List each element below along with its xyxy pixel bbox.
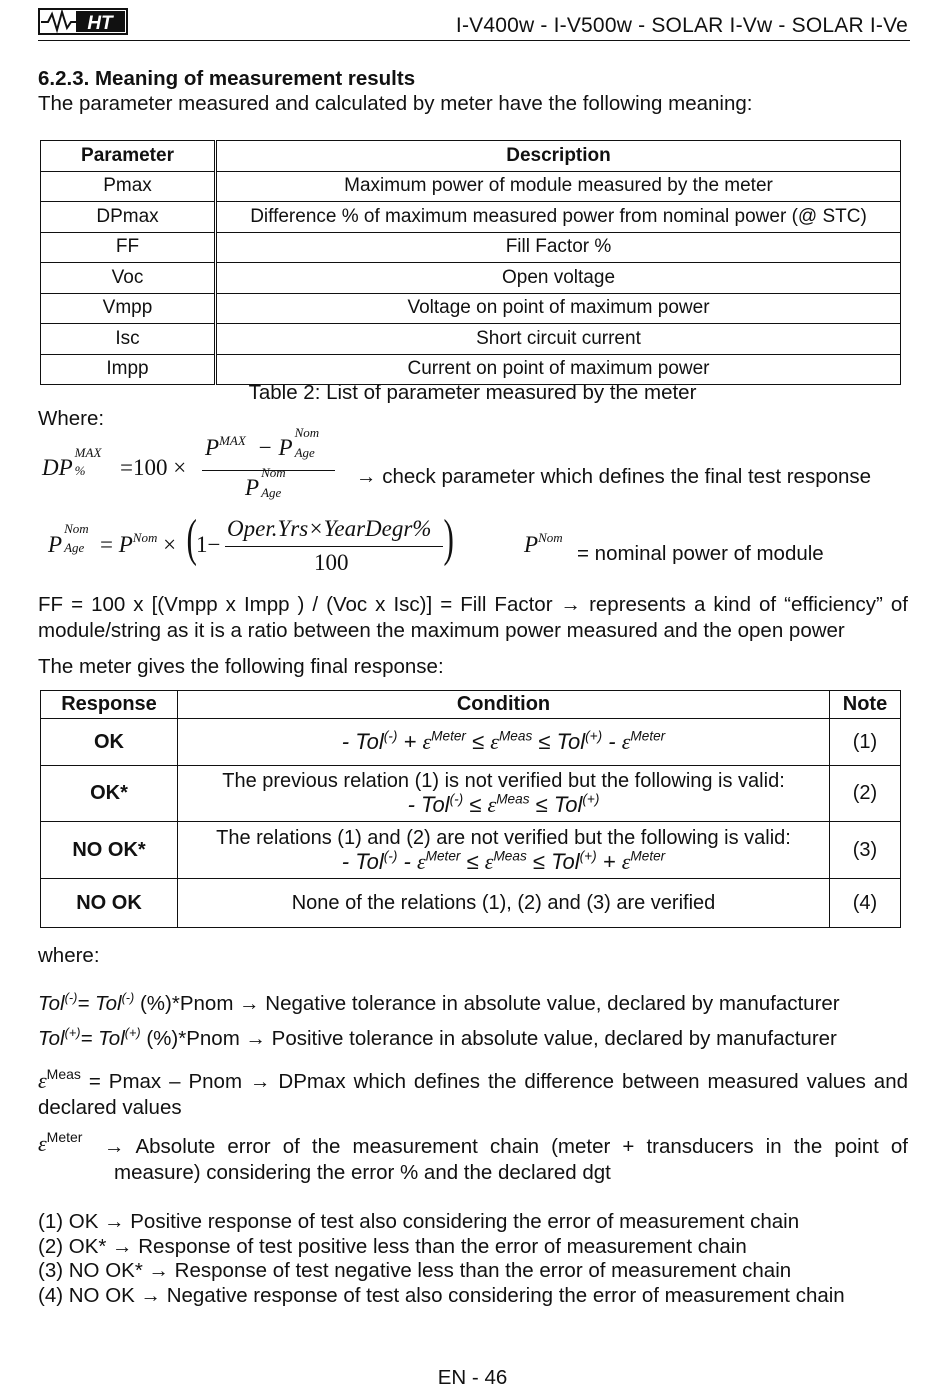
right-paren: ) [443,510,454,567]
description-cell: Voltage on point of maximum power [216,293,901,324]
condition-text: The relations (1) and (2) are not verified but the following is valid: [216,826,791,849]
table-header-row [41,141,901,172]
tol-pos-definition [38,1027,837,1051]
condition-cell [178,822,830,879]
where-label-2: where: [38,944,100,967]
response-notes-list [38,1210,845,1308]
note-cell: (3) [830,822,901,879]
condition-cell [178,766,830,822]
table-row [41,822,901,879]
section-heading: 6.2.3. Meaning of measurement results [38,67,416,90]
description-cell: Short circuit current [216,324,901,355]
description-cell: Maximum power of module measured by the meter [216,171,901,202]
oper-denominator: 100 [314,550,349,575]
column-header-note: Note [830,691,901,719]
table-row [41,232,901,263]
dp-note: → check parameter which defines the final test response [356,465,872,488]
parameter-table [40,140,901,385]
header-title: I-V400w - I-V500w - SOLAR I-Vw - SOLAR I-Ve [455,14,908,37]
response-cell: OK [41,719,178,766]
table-row [41,354,901,385]
param-cell: FF [41,232,216,263]
oper-fraction-line [225,546,443,547]
note-cell: (4) [830,879,901,928]
table-row [41,324,901,355]
table-caption: Table 2: List of parameter measured by the meter [248,381,697,404]
description-cell: Open voltage [216,263,901,294]
pnom-symbol: $P^{Nom}$ [524,530,563,557]
pnom-note: = nominal power of module [577,542,824,565]
column-header-parameter: Parameter [41,141,216,172]
emeas-definition [38,1068,908,1121]
list-item: (2) OK* → Response of test positive less than the error of measurement chain [38,1234,747,1258]
dp-denominator: P Nom Age [245,465,286,500]
tol-pos-symbol: Tol(+)= Tol(+) [38,1025,141,1050]
param-cell: Pmax [41,171,216,202]
table-row [41,719,901,766]
tol-pos-text: (%)*Pnom → Positive tolerance in absolute value, declared by manufacturer [146,1027,837,1050]
column-header-description: Description [216,141,901,172]
header-rule [38,40,910,41]
column-header-condition: Condition [178,691,830,719]
pnomage-lhs: P Nom Age [48,521,89,557]
logo-text: HT [87,13,113,34]
note-cell: (1) [830,719,901,766]
page-number: EN - 46 [437,1366,508,1389]
table-row [41,171,901,202]
condition-cell: None of the relations (1), (2) and (3) are verified [178,879,830,928]
tol-neg-text: (%)*Pnom → Negative tolerance in absolute value, declared by manufacturer [139,992,840,1015]
list-item: (4) NO OK → Negative response of test also considering the error of measurement chain [38,1283,845,1307]
where-label: Where: [38,407,105,430]
response-cell: OK* [41,766,178,822]
param-cell: Impp [41,354,216,385]
table-row [41,766,901,822]
dp-numerator: $P^{MAX} - P$ Nom Age [205,425,320,460]
relation-2: - $Tol^{(-)} \le \varepsilon^{Meas} \le Tol^{(+)}$ [407,791,600,817]
condition-cell [178,719,830,766]
column-header-response: Response [41,691,178,719]
pnomage-equals: = $P^{Nom}$ × [100,530,177,557]
description-cell: Difference % of maximum measured power from nominal power (@ STC) [216,202,901,233]
param-cell: Vmpp [41,293,216,324]
relation-3: - $Tol^{(-)} - \varepsilon^{Meter} \le \varepsilon^{Meas} \le Tol^{(+)} + \varepsilon^{Meter}$ [341,848,666,874]
table-row [41,293,901,324]
param-cell: Isc [41,324,216,355]
list-item: (1) OK → Positive response of test also considering the error of measurement chain [38,1210,800,1233]
response-cell: NO OK* [41,822,178,879]
left-paren: ( [186,510,197,567]
table-row [41,879,901,928]
emeter-text: → Absolute error of the measurement chain (meter + transducers in the point of measure) considering the error % and the declared dgt [104,1135,908,1184]
note-cell: (2) [830,766,901,822]
emeas-text: = Pmax – Pnom → DPmax which defines the difference between measured values and declared values [38,1070,908,1119]
dp-lhs: DP MAX % [42,445,102,480]
table-row [41,263,901,294]
list-item: (3) NO OK* → Response of test negative less than the error of measurement chain [38,1259,792,1282]
emeter-symbol: $\varepsilon^{Meter}$ [38,1129,83,1156]
dp-equals: =100 × [120,455,187,480]
tol-neg-definition [38,992,840,1016]
response-table [40,690,901,928]
param-cell: DPmax [41,202,216,233]
ht-logo [38,6,128,36]
ff-definition: FF = 100 x [(Vmpp x Impp ) / (Voc x Isc)] = Fill Factor → represents a kind of “efficiency” of module/string as it is a ratio between the maximum power measured and the open power [38,593,908,642]
emeas-symbol: $\varepsilon^{Meas}$ [38,1066,81,1093]
response-cell: NO OK [41,879,178,928]
description-cell: Fill Factor % [216,232,901,263]
relation-1: - $Tol^{(-)} + \varepsilon^{Meter} \le \varepsilon^{Meas} \le Tol^{(+)} - \varepsilon^{Meter}$ [341,728,666,754]
table-header-row [41,691,901,719]
condition-text: The previous relation (1) is not verified but the following is valid: [222,770,785,792]
table-row [41,202,901,233]
one-minus: 1− [196,532,221,557]
tol-neg-symbol: Tol(-)= Tol(-) [38,990,135,1015]
intro-text: The parameter measured and calculated by meter have the following meaning: [38,92,753,115]
param-cell: Voc [41,263,216,294]
final-response-intro: The meter gives the following final response: [38,655,444,678]
description-cell: Current on point of maximum power [216,354,901,385]
oper-numerator: Oper.Yrs×YearDegr% [227,516,432,541]
